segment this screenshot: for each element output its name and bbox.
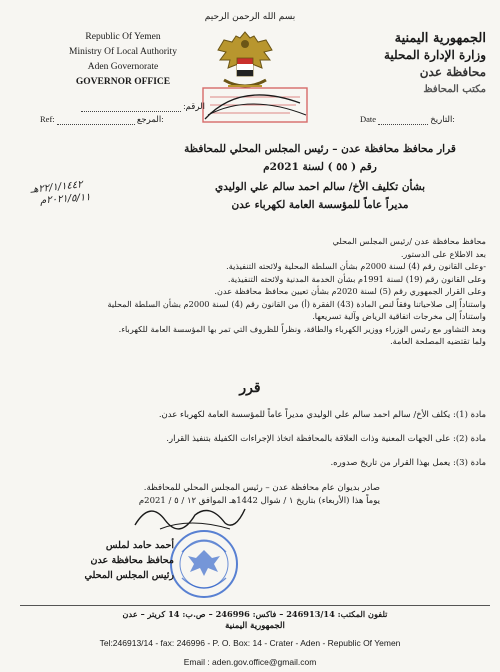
handwritten-date-hijri: ٢٢/١/١٤٤٢هـ — [29, 179, 84, 196]
header-en-governorate: Aden Governorate — [87, 62, 159, 72]
date-en-label: Date — [360, 114, 377, 124]
signatory-name: أحمد حامد لملس — [105, 540, 174, 551]
preamble-line: واستناداً إلى مخرجات اتفاقية الرياض وآلية تسريعها. — [312, 311, 486, 321]
footer-ar-contact: تلفون المكتب: 246913/14 – فاكس: 246996 – ص.ب: 14 كريتر – عدن — [122, 609, 388, 619]
header-ar-governorate: محافظة عدن — [419, 65, 486, 79]
issuance-line-2: يوماً هذا (الأربعاء) بتاريخ ١ / شوال 1442هـ الموافق ١٢ / ٥ / 2021م — [138, 496, 380, 506]
preamble-line: ولما تقتضيه المصلحة العامة. — [390, 336, 486, 346]
header-en-ministry: Ministry Of Local Authority — [69, 47, 177, 57]
header-ar-ministry: وزارة الإدارة المحلية — [384, 48, 486, 62]
decree-preamble — [26, 235, 486, 348]
footer-english-contact: Tel:246913/14 - fax: 246996 - P. O. Box: 14 - Crater - Aden - Republic Of Yemen — [99, 638, 401, 648]
official-blue-seal-icon — [168, 528, 240, 600]
article-2: مادة (2): على الجهات المعنية وذات العلاقة بالمحافظة اتخاذ الإجراءات الكفيلة بتنفيذ القرار. — [166, 434, 486, 444]
handwritten-date — [29, 178, 140, 207]
signatory-role-2: رئيس المجلس المحلي — [84, 570, 174, 581]
basmala: بسم الله الرحمن الرحيم — [204, 12, 296, 22]
header-en-office: GOVERNOR OFFICE — [75, 77, 171, 87]
preamble-line: وعلى القانون رقم (19) لسنة 1991م بشأن الخدمة المدنية ولائحته التنفيذية. — [227, 273, 486, 284]
title-subject: بشأن تكليف الأخ/ سالم احمد سالم علي الوليدي — [214, 181, 426, 193]
signatory-role-1: محافظ محافظة عدن — [90, 555, 174, 566]
decided-heading: قرر — [239, 380, 261, 396]
ref-ar-label: المرجع: — [136, 114, 164, 124]
title-position: مديراً عاماً للمؤسسة العامة لكهرباء عدن — [231, 199, 409, 211]
footer-arabic — [20, 605, 490, 631]
handwritten-date-gregorian: ٢٠٢١/٥/١١م — [39, 191, 91, 207]
footer-ar-country: الجمهورية اليمنية — [225, 621, 285, 631]
article-1: مادة (1): يكلف الأخ/ سالم احمد سالم علي الوليدي مديراً عاماً للمؤسسة العامة لكهرباء عدن. — [158, 410, 486, 420]
header-ar-country: الجمهورية اليمنية — [394, 31, 486, 46]
date-field — [360, 114, 495, 125]
issuance-line-1: صادر بديوان عام محافظة عدن – رئيس المجلس المحلي للمحافظة. — [143, 483, 380, 493]
number-field — [40, 101, 205, 112]
decree-title — [140, 143, 500, 211]
ref-en-label: Ref: — [40, 114, 55, 124]
red-stamp-icon — [200, 85, 310, 125]
decree-articles — [26, 406, 486, 478]
preamble-line: وبعد التشاور مع رئيس الوزراء ووزير الكهرباء والطاقة، ونظراً للظروف التي تمر بها المؤسسة العامة للكهرباء. — [118, 323, 486, 334]
preamble-line: محافظ محافظة عدن /رئيس المجلس المحلي — [332, 236, 486, 246]
header-en-country: Republic Of Yemen — [85, 32, 161, 42]
footer-email: Email : aden.gov.office@gmail.com — [183, 657, 317, 667]
date-ar-label: التاريخ: — [430, 114, 455, 124]
preamble-line: وعلى القرار الجمهوري رقم (5) لسنة 2020م بشأن تعيين محافظ محافظة عدن. — [214, 286, 486, 296]
title-line-1: قرار محافظ محافظة عدن – رئيس المجلس المحلي للمحافظة — [184, 143, 456, 155]
header-english — [28, 30, 218, 90]
article-3: مادة (3): يعمل بهذا القرار من تاريخ صدوره. — [330, 458, 486, 468]
signature-block — [56, 538, 174, 583]
preamble-line: واستناداً إلى صلاحياتنا وفقاً لنص المادة (43) الفقرة (أ) من القانون رقم (4) لسنة 2000م بشأن السلطة المحلية — [107, 298, 486, 309]
header-arabic — [316, 30, 486, 98]
number-label: الرقم: — [183, 101, 205, 111]
preamble-line: -وعلى القانون رقم (4) لسنة 2000م بشأن السلطة المحلية ولائحته التنفيذية. — [226, 261, 486, 271]
reference-field — [40, 114, 210, 125]
preamble-line: بعد الاطلاع على الدستور. — [400, 248, 486, 259]
decree-number: رقم ( ٥٥ ) لسنة 2021م — [263, 161, 377, 173]
header-ar-office: مكتب المحافظ — [423, 84, 486, 95]
